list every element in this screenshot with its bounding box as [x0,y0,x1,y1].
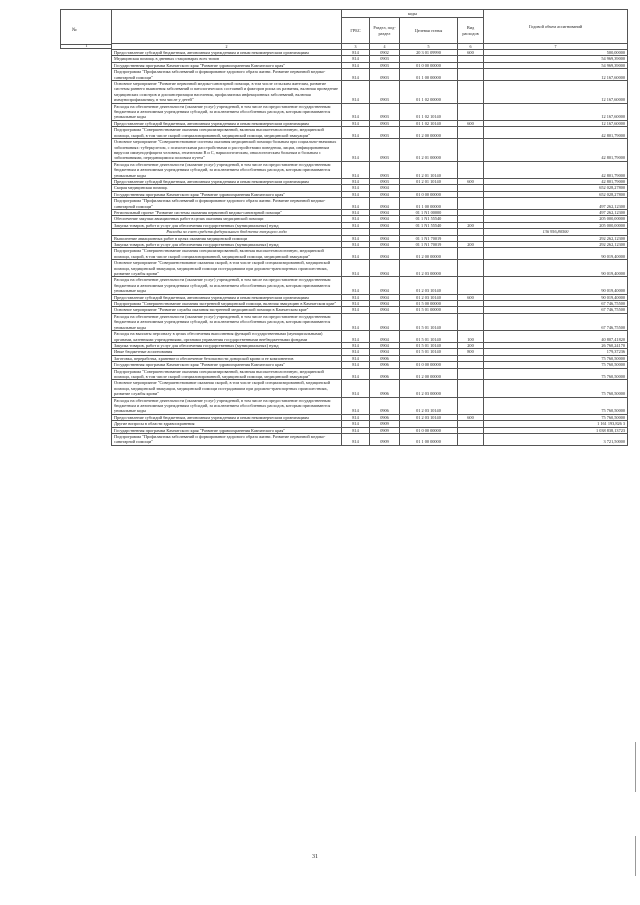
expense-type-cell: 200 [458,342,484,348]
target-article-cell: 01 1 00 00000 [400,69,458,81]
description-cell: Медицинская помощь в дневных стационарах всех типов [112,56,342,62]
section-cell: 0904 [370,313,400,330]
description-cell: Скорая медицинская помощь [112,185,342,191]
table-row [112,139,628,162]
amount-cell: 12 167,60000 [484,103,628,120]
description-cell: Закупка товаров, работ и услуг для обеспечения государственных (муниципальных) нужд [112,342,342,348]
table-row [112,331,628,343]
amount-cell: 205 000,00000 [484,216,628,222]
description-cell: Основное мероприятие "Совершенствование оказания скорой, в том числе скорой специализированной, медицинской помощи, медицинской эвакуации, медицинской помощи пострадавшим при дорожно-транспортных происшествиях, развитие службы крови" [112,380,342,397]
grbs-cell: 814 [342,120,370,126]
page-number: 31 [312,854,318,860]
section-cell: 0904 [370,191,400,197]
amount-cell: 67 746,75500 [484,313,628,330]
section-cell: 0904 [370,301,400,307]
grbs-cell: 814 [342,242,370,248]
description-cell: Предоставление субсидий бюджетным, автономным учреждениям и иным некоммерческим организациям [112,294,342,300]
expense-type-cell [458,248,484,260]
expense-type-cell [458,81,484,104]
amount-cell: 12 167,60000 [484,120,628,126]
section-cell: 0904 [370,260,400,277]
section-cell: 0903 [370,127,400,139]
target-article-cell: 01 1 02 00000 [400,81,458,104]
section-cell: 0906 [370,397,400,414]
expense-type-cell [458,127,484,139]
table-row [112,368,628,380]
grbs-cell: 814 [342,397,370,414]
expense-type-cell: 600 [458,120,484,126]
amount-cell: 90 019,40000 [484,277,628,294]
section-cell: 0904 [370,222,400,228]
amount-cell: 67 746,75500 [484,301,628,307]
target-article-cell: 01 0 00 00000 [400,191,458,197]
grbs-cell: 814 [342,277,370,294]
grbs-cell: 814 [342,139,370,162]
section-cell: 0903 [370,103,400,120]
amount-cell: 75 760,50000 [484,380,628,397]
target-article-cell: 01 2 03 00000 [400,260,458,277]
expense-type-cell [458,260,484,277]
margin-mark [635,742,636,792]
description-cell: Региональный проект "Развитие системы оказания первичной медико-санитарной помощи" [112,209,342,215]
amount-cell: 179,37236 [484,349,628,355]
description-header [112,10,342,44]
expense-type-cell: 200 [458,242,484,248]
section-cell: 0906 [370,368,400,380]
table-row [112,260,628,277]
description-cell: Расходы на обеспечение деятельности (оказание услуг) учреждений, в том числе на предоставление государственным бюджетным и автономным учреждениям субсидий, за исключением обособленных расходов, которым присваиваются уникальные коды [112,103,342,120]
table-row [112,198,628,210]
amount-header: Годовой объем ассигнований [484,10,628,44]
section-cell: 0904 [370,235,400,241]
description-cell: Государственная программа Камчатского края "Развитие здравоохранения Камчатского края" [112,191,342,197]
grbs-cell: 814 [342,355,370,361]
grbs-cell: 814 [342,81,370,104]
target-article-cell: 01 0 00 00000 [400,427,458,433]
description-cell: Государственная программа Камчатского края "Развитие здравоохранения Камчатского края" [112,62,342,68]
description-cell: Предоставление субсидий бюджетным, автономным учреждениям и иным некоммерческим организациям [112,120,342,126]
amount-cell: 75 760,50000 [484,414,628,420]
row-number-header-cell [60,9,112,45]
description-cell: Обеспечение закупки авиационных работ в целях оказания медицинской помощи [112,216,342,222]
amount-cell: 497 262,12300 [484,198,628,210]
expense-type-cell [458,368,484,380]
expense-type-cell: 600 [458,50,484,56]
grbs-cell: 814 [342,178,370,184]
section-cell: 0909 [370,421,400,427]
section-cell: 0904 [370,248,400,260]
section-cell: 0906 [370,380,400,397]
description-cell: Расходы на обеспечение деятельности (оказание услуг) учреждений, в том числе на предоставление государственным бюджетным и автономным учреждениям субсидий, за исключением обособленных расходов, которым присваиваются уникальные коды [112,313,342,330]
target-article-cell: 01 2 00 00000 [400,127,458,139]
target-article-cell: 01 1 N1 55540 [400,222,458,228]
target-article-cell: 01 2 03 10140 [400,294,458,300]
grbs-cell: 814 [342,294,370,300]
table-row [112,313,628,330]
target-article-cell: 01 1 N1 70019 [400,235,458,241]
amount-cell: 40 807,41820 [484,331,628,343]
target-article-cell: 01 1 00 00000 [400,198,458,210]
description-cell: Предоставление субсидий бюджетным, автономным учреждениям и иным некоммерческим организациям [112,178,342,184]
description-cell: Расходы на обеспечение деятельности (оказание услуг) учреждений, в том числе на предоставление государственным бюджетным и автономным учреждениям субсидий, за исключением обособленных расходов, которым присваиваются уникальные коды [112,277,342,294]
amount-cell: 42 801,79000 [484,127,628,139]
section-cell: 0904 [370,349,400,355]
row-number-index-cell: 1 [60,43,112,49]
section-cell: 0903 [370,69,400,81]
grbs-cell: 814 [342,362,370,368]
table-row [112,397,628,414]
target-article-cell: 01 2 00 00000 [400,368,458,380]
amount-cell: 75 760,50000 [484,397,628,414]
description-cell: Выполнение авиационных работ в целях оказания медицинской помощи [112,235,342,241]
description-cell: Основное мероприятие "Развитие первичной медико-санитарной помощи, в том числе сельским жителям, развитие системы раннего выявления заболеваний и патологических состояний и факторов риска их развития, включая проведение медицинских осмотров и диспансеризации населения, профилактика инфекционных заболеваний, включая иммунопрофилактику, в том числе у детей" [112,81,342,104]
grbs-cell: 814 [342,248,370,260]
amount-cell: 497 262,12300 [484,209,628,215]
column-index: 7 [484,44,628,50]
section-cell: 0906 [370,355,400,361]
table-body [112,50,628,446]
column-index: 6 [458,44,484,50]
amount-cell: 205 000,00000 [484,222,628,228]
target-article-cell: 01 0 00 00000 [400,62,458,68]
section-cell: 0909 [370,434,400,446]
expense-type-cell [458,69,484,81]
amount-cell: 90 019,40000 [484,294,628,300]
section-cell: 0906 [370,362,400,368]
target-article-cell: 01 2 01 10140 [400,161,458,178]
section-cell: 0903 [370,120,400,126]
column-index: 3 [342,44,370,50]
amount-cell: 90 019,40000 [484,260,628,277]
target-article-cell: 01 1 02 10140 [400,103,458,120]
section-cell: 0904 [370,307,400,313]
expense-type-cell [458,397,484,414]
budget-table [111,9,628,446]
section-cell: 0904 [370,242,400,248]
target-article-cell: 01 5 01 10140 [400,331,458,343]
grbs-cell: 814 [342,235,370,241]
expense-type-cell: 200 [458,222,484,228]
target-article-cell: 01 1 N1 00000 [400,209,458,215]
expense-type-cell [458,103,484,120]
description-cell: Другие вопросы в области здравоохранения [112,421,342,427]
grbs-cell: 814 [342,185,370,191]
section-cell: 0904 [370,342,400,348]
description-cell: Иные бюджетные ассигнования [112,349,342,355]
codes-group-header: коды [342,10,484,18]
section-cell: 0904 [370,216,400,222]
expense-type-cell: 100 [458,331,484,343]
description-cell: Подпрограмма "Совершенствование оказания специализированной, включая высокотехнологичную, медицинской помощи, скорой, в том числе скорой специализированной, медицинской помощи, медицинской эвакуации" [112,127,342,139]
amount-cell: 652 028,27800 [484,191,628,197]
description-cell: Расходы за счет средств федерального бюджета текущего года [112,229,342,235]
target-article-cell: 01 5 01 10140 [400,313,458,330]
expense-type-cell [458,139,484,162]
table-row [112,81,628,104]
table-row [112,380,628,397]
target-article-cell: 01 1 02 10140 [400,120,458,126]
grbs-cell: 814 [342,216,370,222]
expense-type-cell [458,313,484,330]
amount-cell: 42 801,79000 [484,139,628,162]
description-cell: Расходы на обеспечение деятельности (оказание услуг) учреждений, в том числе на предоставление государственным бюджетным и автономным учреждениям субсидий, за исключением обособленных расходов, которым присваиваются уникальные коды [112,161,342,178]
description-cell: Закупка товаров, работ и услуг для обеспечения государственных (муниципальных) нужд [112,242,342,248]
expense-type-cell [458,161,484,178]
amount-cell: 42 801,79000 [484,178,628,184]
target-article-cell: 01 1 N1 70019 [400,242,458,248]
target-article-header: Целевая статья [400,18,458,44]
section-cell: 0903 [370,62,400,68]
description-cell: Подпрограмма "Профилактика заболеваний и формирование здорового образа жизни. Развитие первичной медико-санитарной помощи" [112,69,342,81]
column-index: 4 [370,44,400,50]
amount-cell: 500,00000 [484,50,628,56]
grbs-cell: 814 [342,127,370,139]
target-article-cell: 01 2 03 10140 [400,414,458,420]
target-article-cell: 01 5 00 00000 [400,301,458,307]
amount-cell: 136 956,80500 [484,229,628,235]
description-cell: Предоставление субсидий бюджетным, автономным учреждениям и иным некоммерческим организациям [112,50,342,56]
grbs-cell: 814 [342,427,370,433]
row-number-header: № [72,28,77,33]
section-cell: 0903 [370,161,400,178]
description-cell: Подпрограмма "Профилактика заболеваний и формирование здорового образа жизни. Развитие первичной медико-санитарной помощи" [112,198,342,210]
section-cell: 0904 [370,331,400,343]
section-cell: 0903 [370,178,400,184]
description-cell: Расходы на обеспечение деятельности (оказание услуг) учреждений, в том числе на предоставление государственным бюджетным и автономным учреждениям субсидий, за исключением обособленных расходов, которым присваиваются уникальные коды [112,397,342,414]
grbs-cell: 814 [342,421,370,427]
grbs-cell: 814 [342,380,370,397]
grbs-cell: 814 [342,434,370,446]
description-cell: Предоставление субсидий бюджетным, автономным учреждениям и иным некоммерческим организациям [112,414,342,420]
table-row [112,434,628,446]
grbs-cell: 814 [342,331,370,343]
expense-type-cell: 600 [458,178,484,184]
amount-cell: 67 746,75500 [484,307,628,313]
expense-type-cell [458,434,484,446]
target-article-cell: 01 5 01 10140 [400,342,458,348]
expense-type-cell [458,277,484,294]
description-cell: Основное мероприятие "Совершенствование системы оказания медицинской помощи больным при социально-значимых заболеваниях: туберкулезом, с психическими расстройствами и расстройствами поведения, лицам, инфицированным вирусом иммунодефицита человека, гепатитами В и С, наркологическим, онкологическим больным и больным с заболеваниями, передающимися половым путем" [112,139,342,162]
description-cell: Расходы на выплаты персоналу в целях обеспечения выполнения функций государственными (муниципальными) органами, казенными учреждениями, органами управления государственными внебюджетными фондами [112,331,342,343]
description-cell: Государственная программа Камчатского края "Развитие здравоохранения Камчатского края" [112,427,342,433]
description-cell: Основное мероприятие "Совершенствование оказания скорой, в том числе скорой специализированной, медицинской помощи, медицинской эвакуации, медицинской помощи пострадавшим при дорожно-транспортных происшествиях, развитие службы крови" [112,260,342,277]
margin-mark [635,836,636,876]
table-row [112,277,628,294]
amount-cell: 75 760,50000 [484,362,628,368]
grbs-cell: 814 [342,198,370,210]
section-cell: 0909 [370,427,400,433]
expense-type-cell: 600 [458,294,484,300]
amount-cell: 26 760,24170 [484,342,628,348]
target-article-cell: 01 2 03 10140 [400,277,458,294]
target-article-cell: 01 2 03 00000 [400,380,458,397]
grbs-cell: 814 [342,301,370,307]
table-row [112,161,628,178]
amount-cell: 12 167,60000 [484,81,628,104]
amount-cell: 54 969,39000 [484,56,628,62]
section-cell: 0903 [370,139,400,162]
amount-cell: 1 161 193,826 3 [484,421,628,427]
grbs-cell: 814 [342,342,370,348]
grbs-cell: 814 [342,103,370,120]
target-article-cell: 01 5 01 10140 [400,349,458,355]
section-cell: 0902 [370,50,400,56]
section-header: Раздел, под-раздел [370,18,400,44]
grbs-cell: 814 [342,349,370,355]
grbs-cell: 814 [342,307,370,313]
section-cell: 0903 [370,81,400,104]
column-index: 2 [112,44,342,50]
expense-type-cell: 600 [458,414,484,420]
target-article-cell: 01 2 00 00000 [400,248,458,260]
amount-cell: 42 801,79000 [484,161,628,178]
target-article-cell: 01 1 N1 55540 [400,216,458,222]
target-article-cell: 20 3 01 09990 [400,50,458,56]
amount-cell: 652 028,27800 [484,185,628,191]
target-article-cell: 01 2 03 10140 [400,397,458,414]
table-row [112,127,628,139]
amount-cell: 54 969,39000 [484,62,628,68]
grbs-header: ГРБС [342,18,370,44]
description-cell: Подпрограмма "Совершенствование оказания экстренной медицинской помощи, включая эвакуацию в Камчатском крае" [112,301,342,307]
amount-cell: 292 262,12300 [484,235,628,241]
table-row [112,103,628,120]
amount-cell: 90 019,40000 [484,248,628,260]
amount-cell: 75 760,50000 [484,355,628,361]
grbs-cell: 814 [342,260,370,277]
expense-type-cell: 800 [458,349,484,355]
section-cell: 0903 [370,56,400,62]
section-cell: 0906 [370,414,400,420]
grbs-cell: 814 [342,69,370,81]
expense-type-cell [458,198,484,210]
section-cell: 0904 [370,185,400,191]
amount-cell: 3 721,50000 [484,434,628,446]
grbs-cell: 814 [342,209,370,215]
target-article-cell: 01 1 00 00000 [400,434,458,446]
target-article-cell: 01 5 01 00000 [400,307,458,313]
grbs-cell: 814 [342,313,370,330]
expense-type-header: Вид расходов [458,18,484,44]
target-article-cell: 01 0 00 00000 [400,362,458,368]
target-article-cell: 01 2 01 00000 [400,139,458,162]
column-index: 5 [400,44,458,50]
table-row [112,248,628,260]
description-cell: Заготовка, переработка, хранение и обеспечение безопасности донорской крови и ее компонентов [112,355,342,361]
description-cell: Подпрограмма "Профилактика заболеваний и формирование здорового образа жизни. Развитие первичной медико-санитарной помощи" [112,434,342,446]
grbs-cell: 814 [342,62,370,68]
amount-cell: 12 167,60000 [484,69,628,81]
expense-type-cell [458,380,484,397]
amount-cell: 1 038 838,13723 [484,427,628,433]
section-cell: 0904 [370,277,400,294]
description-cell: Закупка товаров, работ и услуг для обеспечения государственных (муниципальных) нужд [112,222,342,228]
description-cell: Государственная программа Камчатского края "Развитие здравоохранения Камчатского края" [112,362,342,368]
section-cell: 0904 [370,198,400,210]
grbs-cell: 814 [342,161,370,178]
description-cell: Подпрограмма "Совершенствование оказания специализированной, включая высокотехнологичную, медицинской помощи, скорой, в том числе скорой специализированной, медицинской помощи, медицинской эвакуации" [112,248,342,260]
section-cell: 0904 [370,294,400,300]
grbs-cell: 814 [342,368,370,380]
grbs-cell: 814 [342,222,370,228]
section-cell: 0904 [370,209,400,215]
grbs-cell: 814 [342,191,370,197]
table-row [112,69,628,81]
description-cell: Подпрограмма "Совершенствование оказания специализированной, включая высокотехнологичную, медицинской помощи, скорой, в том числе скорой специализированной, медицинской помощи, медицинской эвакуации" [112,368,342,380]
amount-cell: 292 262,12300 [484,242,628,248]
grbs-cell: 814 [342,414,370,420]
target-article-cell: 01 2 01 10140 [400,178,458,184]
grbs-cell: 814 [342,56,370,62]
description-cell: Основное мероприятие "Развитие службы оказания экстренной медицинской помощи в Камчатском крае" [112,307,342,313]
amount-cell: 75 760,50000 [484,368,628,380]
grbs-cell: 814 [342,50,370,56]
